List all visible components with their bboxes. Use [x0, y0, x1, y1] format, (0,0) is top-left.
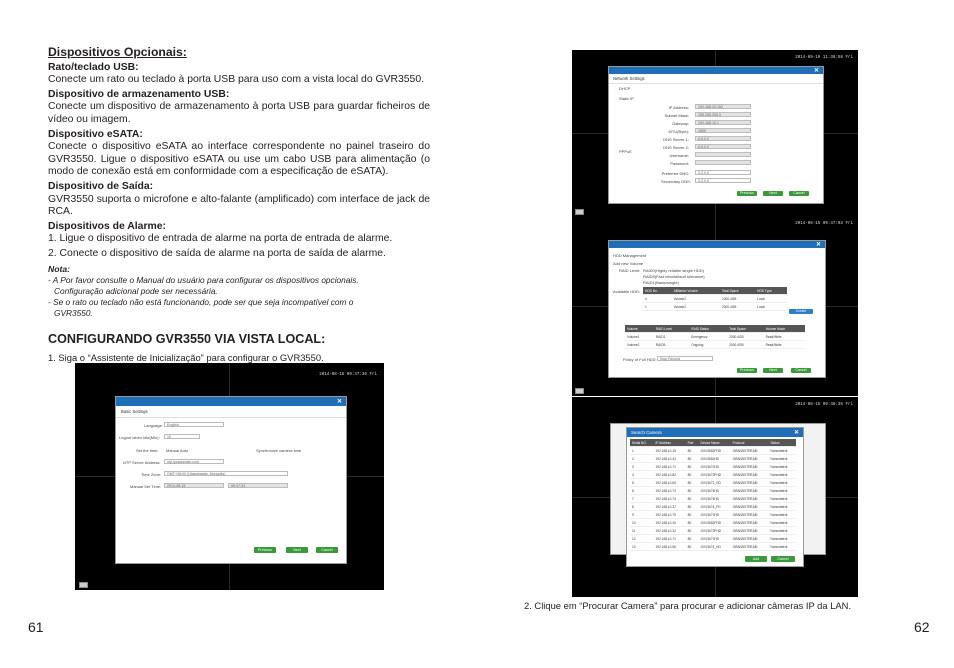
section-heading: Dispositivos de Alarme:: [48, 220, 166, 232]
camera-row[interactable]: [630, 487, 796, 495]
table-cell: GXV3672_HD: [699, 479, 731, 487]
table-cell: 9: [630, 511, 653, 519]
table-cell: GRANDSTREAM: [731, 463, 769, 471]
camera-table: [630, 439, 796, 551]
section-heading: Rato/teclado USB:: [48, 61, 139, 73]
table-cell: 80: [686, 447, 699, 455]
camera-row[interactable]: [630, 447, 796, 455]
camera-row[interactable]: [630, 479, 796, 487]
note-line: - Se o rato ou teclado não está funcionando, pode ser que seja incompatível com o: [48, 297, 354, 308]
column-header: Volume Mode: [764, 325, 805, 333]
network-field-label: Username:: [669, 153, 689, 158]
table-cell: 6: [630, 487, 653, 495]
manual-time-field[interactable]: 09:47:33: [228, 483, 288, 488]
dialog-subtitle: Basic Settings: [116, 406, 346, 418]
column-header: Total Space: [727, 325, 763, 333]
section-text: 2. Conecte o dispositivo de saída de alarme na porta de saída de alarme.: [48, 247, 386, 259]
table-cell: 1: [630, 447, 653, 455]
table-cell: GRANDSTREAM: [731, 543, 769, 551]
column-header: Port: [686, 439, 699, 447]
table-cell: GRANDSTREAM: [731, 447, 769, 455]
table-cell: 13: [630, 543, 653, 551]
notes: [48, 275, 430, 319]
table-cell: 8: [630, 503, 653, 511]
table-cell: GXV3674_FH: [699, 503, 731, 511]
table-cell: GXV3671HD: [699, 511, 731, 519]
table-cell: Local: [755, 295, 787, 303]
table-cell: 192.168.10.71: [653, 463, 685, 471]
cancel-button[interactable]: Cancel: [316, 547, 338, 553]
next-button[interactable]: Next: [763, 368, 783, 373]
available-hdd-label: Available HDD:: [613, 289, 641, 294]
table-cell: 2000.4GB: [727, 333, 763, 341]
cancel-button[interactable]: Cancel: [771, 556, 795, 562]
camera-row[interactable]: [630, 455, 796, 463]
available-hdd-table: [643, 287, 787, 311]
config-title: CONFIGURANDO GVR3550 VIA VISTA LOCAL:: [48, 332, 326, 347]
static-ip-radio[interactable]: Static IP: [619, 96, 634, 101]
table-cell: Nonexistent: [769, 503, 796, 511]
table-cell: 10: [630, 519, 653, 527]
table-cell: 80: [686, 543, 699, 551]
note-line: - A Por favor consulte o Manual do usuário para configurar os dispositivos opcionais.: [48, 275, 359, 286]
optional-devices-sections: [48, 62, 430, 261]
table-cell: Nonexistent: [769, 463, 796, 471]
table-cell: Ongoing: [689, 341, 727, 349]
policy-select[interactable]: Stop Record: [657, 356, 713, 361]
table-cell: 192.168.10.56: [653, 543, 685, 551]
raid-level-label: RAID Level:: [619, 268, 641, 273]
camera-row[interactable]: [630, 527, 796, 535]
table-header-row: [643, 287, 787, 295]
page-number-left: 61: [28, 619, 44, 635]
note-line: GVR3550.: [54, 308, 93, 319]
section-text: Conecte o dispositivo eSATA ao interface correspondente no painel traseiro do GVR3550. Ligue o dispositivo eSATA ou use um cabo USB para alimentação (o modo de conexão está em conformidade com a especificação de eSATA).: [48, 141, 430, 178]
column-header: HDD Type: [755, 287, 787, 295]
table-cell: GRANDSTREAM: [731, 479, 769, 487]
table-cell: RAID1: [654, 333, 689, 341]
table-cell: Nonexistent: [769, 519, 796, 527]
network-field-input[interactable]: [695, 152, 751, 157]
table-cell: Nonexistent: [769, 447, 796, 455]
close-icon[interactable]: ✕: [793, 430, 799, 436]
table-cell: 192.168.10.74: [653, 495, 685, 503]
time-zone-label: Time Zone:: [141, 472, 162, 477]
section-heading: Dispositivo de Saída:: [48, 180, 154, 192]
policy-label: Policy of Full HDD:: [623, 357, 657, 362]
column-header: Protocol: [731, 439, 769, 447]
table-cell: RAID5: [654, 341, 689, 349]
raid-option-2[interactable]: RAID1(Basic/single): [643, 280, 679, 285]
camera-row[interactable]: [630, 519, 796, 527]
camera-row[interactable]: [630, 503, 796, 511]
close-icon[interactable]: ✕: [336, 399, 342, 405]
table-cell: Nonexistent: [769, 455, 796, 463]
section-heading: Dispositivo de armazenamento USB:: [48, 88, 230, 100]
table-cell: GXV3662FHD: [699, 519, 731, 527]
column-header: Status: [769, 439, 796, 447]
camera-row[interactable]: [630, 543, 796, 551]
menu-icon[interactable]: [575, 209, 584, 215]
page-number-right: 62: [914, 619, 930, 635]
timestamp: 2014-08-15 09:48:35 Fri: [795, 403, 853, 407]
next-button[interactable]: Next: [763, 191, 783, 196]
table-cell: 7: [630, 495, 653, 503]
close-icon[interactable]: ✕: [815, 242, 821, 248]
table-cell: 80: [686, 519, 699, 527]
table-cell: 80: [686, 455, 699, 463]
manual-date-field[interactable]: 2014-08-15: [164, 483, 224, 488]
logout-label: Logout when Idle(Min):: [119, 435, 160, 440]
network-field-input[interactable]: 0.0.0.0: [695, 178, 751, 183]
table-cell: Nonexistent: [769, 527, 796, 535]
table-cell: 80: [686, 503, 699, 511]
table-cell: 12: [630, 535, 653, 543]
raid-option-1[interactable]: RAID5(Fast rebuild/fault tolerance): [643, 274, 705, 279]
table-cell: GXV3672FHD: [699, 471, 731, 479]
camera-row[interactable]: [630, 495, 796, 503]
timestamp: 2014-08-15 09:47:03 Fri: [795, 222, 853, 226]
table-cell: 3: [630, 463, 653, 471]
ntp-field[interactable]: ntp.ipcsdomain.com: [164, 459, 224, 464]
table-cell: GXV3662FHD: [699, 447, 731, 455]
table-cell: 192.168.10.65: [653, 479, 685, 487]
table-cell: Nonexistent: [769, 535, 796, 543]
table-header-row: [630, 439, 796, 447]
menu-icon[interactable]: [79, 582, 88, 588]
camera-row[interactable]: [630, 511, 796, 519]
set-time-label: Set the time:: [136, 448, 159, 453]
table-cell: GRANDSTREAM: [731, 519, 769, 527]
network-field-label: Preferred DNS:: [661, 171, 689, 176]
table-cell: 80: [686, 463, 699, 471]
table-cell: 2000.4GB: [727, 341, 763, 349]
note-line: Configuração adicional pode ser necessária.: [54, 286, 218, 297]
step-2-caption: 2. Clique em “Procurar Camera” para procurar e adicionar câmeras IP da LAN.: [524, 600, 852, 611]
next-button[interactable]: Next: [286, 547, 308, 553]
optional-devices-title: Dispositivos Opcionais:: [48, 45, 187, 59]
table-cell: Local: [755, 303, 787, 311]
table-cell: 192.168.10.71: [653, 535, 685, 543]
create-button[interactable]: Create: [789, 309, 813, 314]
network-field-input[interactable]: 0.0.0.0: [695, 170, 751, 175]
step-1-text: 1. Siga o “Assistente de Inicialização” para configurar o GVR3550.: [48, 351, 324, 363]
table-cell: GXV3672FHD: [699, 527, 731, 535]
network-settings-dialog: [608, 66, 824, 204]
table-cell: Nonexistent: [769, 471, 796, 479]
search-camera-screenshot: [572, 397, 858, 597]
network-field-label: Secondary DNS:: [661, 179, 691, 184]
hdd-management-dialog: [608, 240, 826, 378]
table-cell: Read/Write: [764, 341, 805, 349]
language-select[interactable]: English: [164, 422, 224, 427]
cancel-button[interactable]: Cancel: [789, 191, 809, 196]
table-cell: GRANDSTREAM: [731, 471, 769, 479]
volume-row[interactable]: [625, 341, 805, 349]
section-text: Conecte um dispositivo de armazenamento à porta USB para guardar ficheiros de vídeo ou imagem.: [48, 101, 430, 125]
column-header: RAID Status: [689, 325, 727, 333]
table-cell: GRANDSTREAM: [731, 495, 769, 503]
table-cell: 4: [643, 295, 672, 303]
table-cell: 192.168.10.30: [653, 519, 685, 527]
table-cell: 80: [686, 471, 699, 479]
network-field-input[interactable]: 0.0.0.0: [695, 136, 751, 141]
add-button[interactable]: Add: [745, 556, 767, 562]
table-cell: GRANDSTREAM: [731, 511, 769, 519]
cancel-button[interactable]: Cancel: [791, 368, 811, 373]
table-cell: 80: [686, 495, 699, 503]
note-label: Nota:: [48, 263, 70, 274]
previous-button[interactable]: Previous: [254, 547, 276, 553]
table-cell: 2: [630, 455, 653, 463]
table-cell: GXV3674HD: [699, 495, 731, 503]
table-cell: GXV3662HD: [699, 455, 731, 463]
table-cell: Nonexistent: [769, 543, 796, 551]
time-mode-radios[interactable]: Manual Auto: [166, 448, 189, 453]
timestamp: 2014-08-15 09:47:36 Fri: [319, 373, 377, 377]
table-cell: 192.168.10.82: [653, 471, 685, 479]
table-cell: GRANDSTREAM: [731, 503, 769, 511]
table-cell: 1000.4GB: [720, 295, 755, 303]
table-cell: 1: [643, 303, 672, 311]
network-field-input[interactable]: 1500: [695, 128, 751, 133]
basic-settings-dialog: [115, 396, 347, 564]
table-cell: GRANDSTREAM: [731, 535, 769, 543]
table-cell: GXV3671HD: [699, 535, 731, 543]
table-cell: GXV3674HD: [699, 487, 731, 495]
network-field-label: Password:: [670, 161, 689, 166]
section-text: GVR3550 suporta o microfone e alto-falante (amplificado) com interface de jack de RCA.: [48, 193, 430, 218]
raid-option-0[interactable]: RAID0(Highly reliable single HDD): [643, 268, 704, 273]
previous-button[interactable]: Previous: [737, 191, 757, 196]
camera-row[interactable]: [630, 535, 796, 543]
table-cell: Nonexistent: [769, 511, 796, 519]
table-cell: Nonexistent: [769, 479, 796, 487]
section-text: Conecte um rato ou teclado à porta USB para uso com a vista local do GVR3550.: [48, 74, 425, 86]
table-cell: GRANDSTREAM: [731, 455, 769, 463]
previous-button[interactable]: Previous: [737, 368, 757, 373]
network-field-label: MTU(Byte):: [668, 129, 689, 134]
basic-settings-screenshot: [75, 363, 384, 590]
network-field-input[interactable]: 0.0.0.0: [695, 144, 751, 149]
table-cell: Volume2: [672, 295, 720, 303]
table-cell: 5: [630, 479, 653, 487]
network-field-label: IP Address:: [668, 105, 689, 110]
column-header: HDD No.: [643, 287, 672, 295]
section-text: 1. Ligue o dispositivo de entrada de alarme na porta de entrada de alarme.: [48, 233, 393, 245]
volume-row[interactable]: [625, 333, 805, 341]
network-field-input[interactable]: 255.255.255.0: [695, 112, 751, 117]
dhcp-radio[interactable]: DHCP: [619, 86, 631, 91]
logout-select[interactable]: 10: [164, 434, 200, 439]
dialog-title: Search Camera: [631, 430, 662, 435]
column-header: Total Space: [720, 287, 755, 295]
table-cell: Nonexistent: [769, 487, 796, 495]
hdd-row[interactable]: [643, 295, 787, 303]
table-cell: 192.168.10.73: [653, 487, 685, 495]
table-header-row: [625, 325, 805, 333]
table-cell: Volume2: [672, 303, 720, 311]
network-field-label: Subnet Mask:: [664, 113, 689, 118]
network-settings-screenshot: [572, 50, 858, 216]
language-label: Language:: [144, 423, 163, 428]
table-cell: 192.168.10.79: [653, 511, 685, 519]
table-cell: GXV3674_HD: [699, 543, 731, 551]
table-cell: Volume1: [625, 333, 654, 341]
table-cell: Emergency: [689, 333, 727, 341]
table-cell: 192.168.10.43: [653, 455, 685, 463]
time-zone-select[interactable]: GMT+08:00 (Ulaanbaatar, Mongolia): [164, 471, 288, 476]
table-cell: 192.168.10.37: [653, 503, 685, 511]
table-cell: Nonexistent: [769, 495, 796, 503]
hdd-management-screenshot: [572, 216, 858, 396]
network-field-label: Gateway:: [672, 121, 689, 126]
volume-table: [625, 325, 805, 349]
column-header: IP Address: [653, 439, 685, 447]
add-volume-label: Add new Volume: [613, 261, 644, 266]
table-cell: 80: [686, 527, 699, 535]
table-cell: Volume2: [625, 341, 654, 349]
table-cell: 2000.4GB: [720, 303, 755, 311]
network-field-input[interactable]: [695, 160, 751, 165]
table-cell: GRANDSTREAM: [731, 527, 769, 535]
left-page-text: [48, 46, 430, 364]
table-cell: 192.168.10.32: [653, 527, 685, 535]
hdd-row[interactable]: [643, 303, 787, 311]
ntp-label: NTP Server Address:: [123, 460, 161, 465]
section-heading: Dispositivo eSATA:: [48, 128, 143, 140]
network-field-input[interactable]: 192.168.10.1: [695, 120, 751, 125]
column-header: Affiliation Volume: [672, 287, 720, 295]
network-field-input[interactable]: 192.168.10.152: [695, 104, 751, 109]
column-header: Device Name: [699, 439, 731, 447]
close-icon[interactable]: ✕: [813, 68, 819, 74]
column-header: Serial NO: [630, 439, 653, 447]
dialog-subtitle: Network Settings: [609, 74, 823, 84]
table-cell: Read/Write: [764, 333, 805, 341]
search-camera-dialog: [626, 427, 804, 567]
camera-row[interactable]: [630, 463, 796, 471]
table-cell: 80: [686, 479, 699, 487]
menu-icon[interactable]: [575, 388, 584, 394]
table-cell: 192.168.10.15: [653, 447, 685, 455]
table-cell: GXV3672HD: [699, 463, 731, 471]
manual-time-label: Manual Set Time:: [130, 484, 162, 489]
table-cell: 4: [630, 471, 653, 479]
table-cell: 80: [686, 487, 699, 495]
timestamp: 2014-09-19 11:38:58 Fri: [795, 56, 853, 60]
table-cell: GRANDSTREAM: [731, 487, 769, 495]
table-cell: 11: [630, 527, 653, 535]
dialog-subtitle: HDD Management: [613, 253, 647, 258]
pppoe-radio[interactable]: PPPoE: [619, 149, 632, 154]
column-header: Volume: [625, 325, 654, 333]
network-field-label: DNS Server 1:: [663, 137, 689, 142]
table-cell: 80: [686, 511, 699, 519]
sync-checkbox[interactable]: Synchronize camera time: [256, 448, 302, 453]
network-field-label: DNS Server 2:: [663, 145, 689, 150]
camera-row[interactable]: [630, 471, 796, 479]
table-cell: 80: [686, 535, 699, 543]
column-header: RAID Level: [654, 325, 689, 333]
